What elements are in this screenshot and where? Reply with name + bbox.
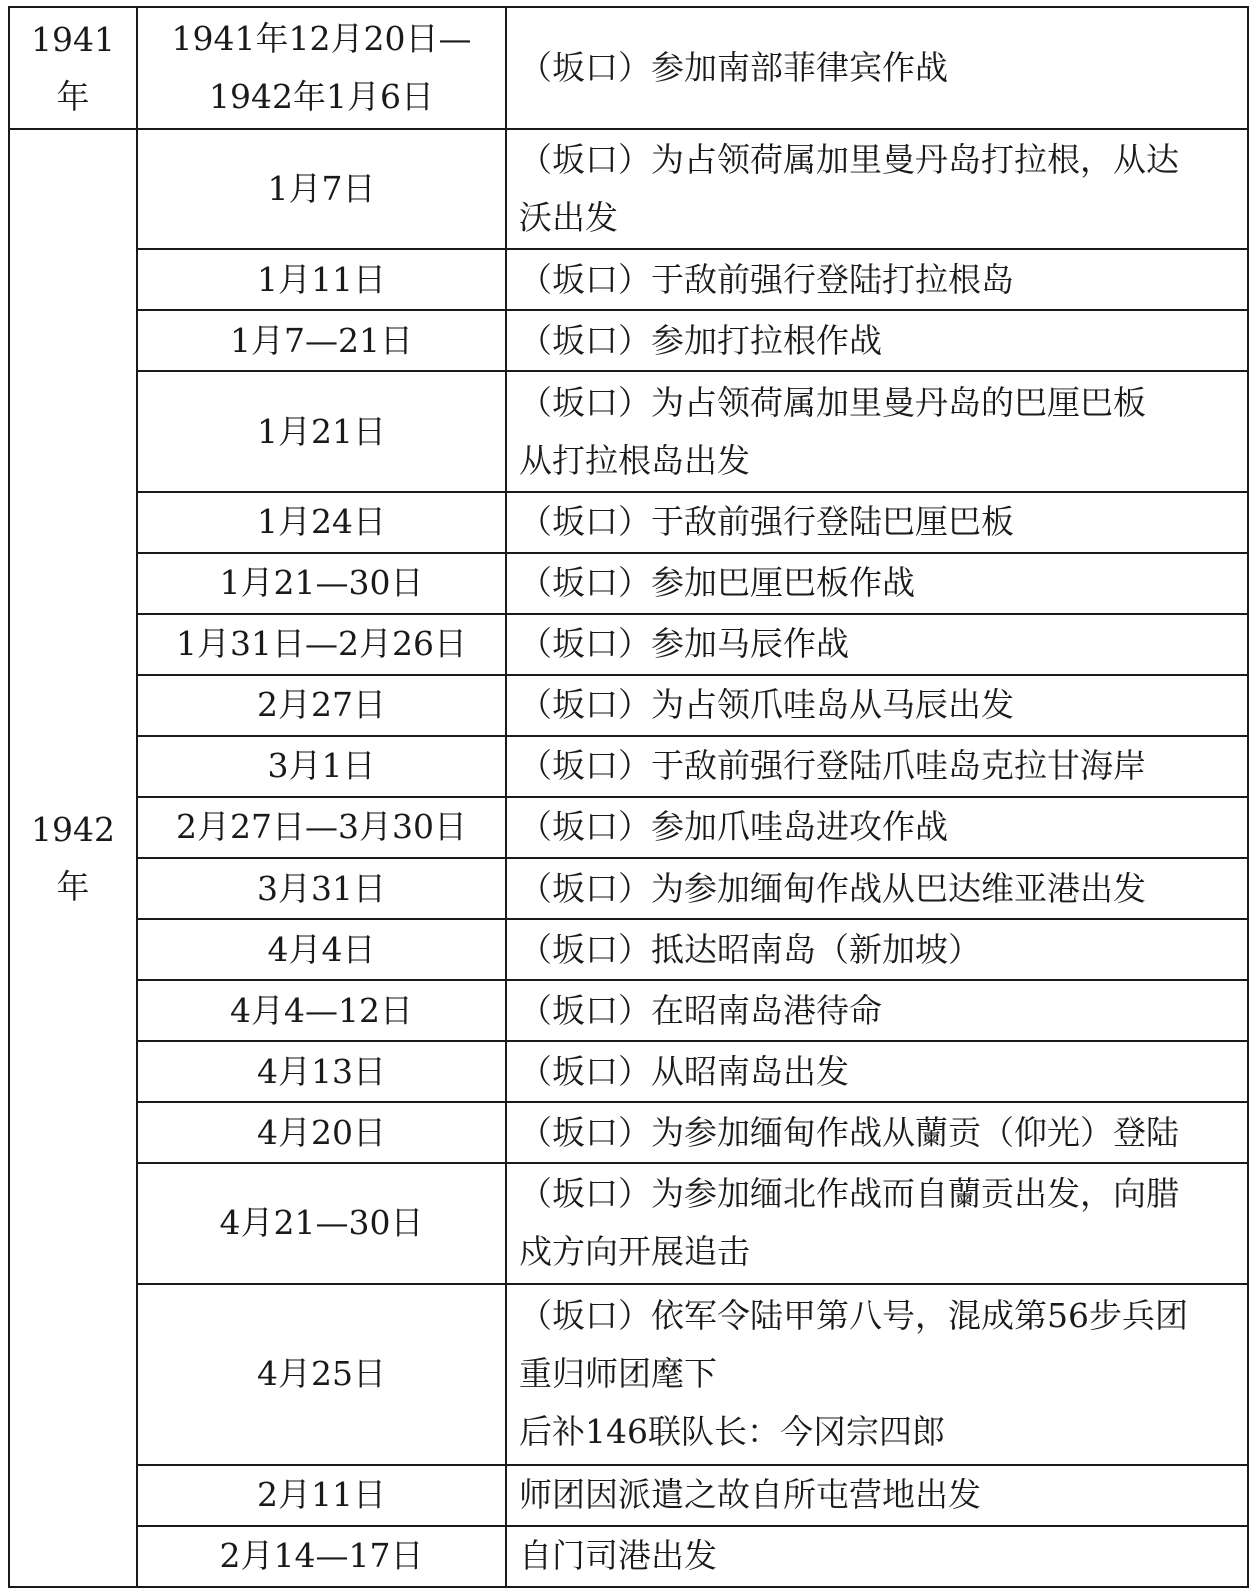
- event-cell: [506, 1465, 1248, 1526]
- table-row: [9, 614, 1248, 675]
- event-line: （坂口）于敌前强行登陆巴厘巴板: [519, 502, 1014, 542]
- event-line: 师团因派遣之故自所屯营地出发: [519, 1475, 981, 1515]
- date-cell: [137, 492, 506, 553]
- date-cell: [137, 1102, 506, 1163]
- year-cell: [9, 129, 137, 1587]
- date-cell: [137, 1284, 506, 1465]
- event-cell: [506, 736, 1248, 797]
- event-line: （坂口）从昭南岛出发: [519, 1051, 849, 1091]
- table-row: [9, 1041, 1248, 1102]
- event-line: 戍方向开展追击: [519, 1232, 750, 1272]
- date-line: 1月7日: [267, 169, 376, 209]
- table-row: [9, 129, 1248, 249]
- event-line: （坂口）为占领荷属加里曼丹岛打拉根，从达: [519, 140, 1179, 180]
- event-line: （坂口）在昭南岛港待命: [519, 990, 882, 1030]
- event-cell: [506, 675, 1248, 736]
- event-line: 重归师团麾下: [519, 1354, 717, 1394]
- date-line: 4月21—30日: [219, 1203, 424, 1243]
- table-row: [9, 858, 1248, 919]
- table-row: [9, 553, 1248, 614]
- event-cell: [506, 492, 1248, 553]
- event-line: （坂口）依军令陆甲第八号，混成第56步兵团: [519, 1296, 1188, 1336]
- event-cell: [506, 980, 1248, 1041]
- date-line: 4月4—12日: [230, 990, 413, 1030]
- event-line: （坂口）为占领爪哇岛从马辰出发: [519, 685, 1014, 725]
- date-line: 4月13日: [257, 1051, 386, 1091]
- date-line: 4月25日: [257, 1354, 386, 1394]
- table-row: [9, 980, 1248, 1041]
- date-cell: [137, 797, 506, 858]
- date-cell: [137, 919, 506, 980]
- date-line: 1月21日: [257, 411, 386, 451]
- date-cell: [137, 249, 506, 310]
- event-line: 从打拉根岛出发: [519, 440, 750, 480]
- date-line: 3月31日: [257, 868, 386, 908]
- event-cell: [506, 919, 1248, 980]
- date-cell: [137, 1465, 506, 1526]
- date-cell: [137, 129, 506, 249]
- date-cell: [137, 614, 506, 675]
- table-row: [9, 1284, 1248, 1465]
- year-suffix: 年: [56, 867, 90, 907]
- event-cell: [506, 129, 1248, 249]
- date-cell: [137, 1526, 506, 1587]
- date-line: 2月27日—3月30日: [176, 807, 467, 847]
- table-row: [9, 797, 1248, 858]
- date-line: 1月21—30日: [219, 563, 424, 603]
- date-line: 3月1日: [267, 746, 376, 786]
- event-cell: [506, 1102, 1248, 1163]
- event-line: （坂口）于敌前强行登陆爪哇岛克拉甘海岸: [519, 746, 1146, 786]
- table-row: [9, 1465, 1248, 1526]
- table-row: [9, 1526, 1248, 1587]
- event-line: （坂口）为参加缅北作战而自蘭贡出发，向腊: [519, 1174, 1179, 1214]
- year-number: 1941: [31, 20, 115, 60]
- event-line: 沃出发: [519, 198, 618, 238]
- event-line: （坂口）于敌前强行登陆打拉根岛: [519, 259, 1014, 299]
- date-line: 4月4日: [267, 929, 376, 969]
- event-line: 自门司港出发: [519, 1536, 717, 1576]
- date-cell: [137, 310, 506, 371]
- event-cell: [506, 1163, 1248, 1283]
- date-line: 1月7—21日: [230, 320, 413, 360]
- event-cell: [506, 858, 1248, 919]
- table-row: [9, 675, 1248, 736]
- date-cell: [137, 980, 506, 1041]
- date-cell: [137, 1163, 506, 1283]
- event-line: （坂口）参加南部菲律宾作战: [519, 48, 948, 88]
- date-line: 1月31日—2月26日: [176, 624, 467, 664]
- date-line: 1月11日: [257, 259, 386, 299]
- event-cell: [506, 7, 1248, 129]
- table-row: [9, 310, 1248, 371]
- event-cell: [506, 553, 1248, 614]
- event-cell: [506, 371, 1248, 491]
- table-row: [9, 1163, 1248, 1283]
- date-cell: [137, 858, 506, 919]
- date-cell: [137, 1041, 506, 1102]
- date-line: 1月24日: [257, 502, 386, 542]
- event-line: 后补146联队长：今冈宗四郎: [519, 1412, 945, 1452]
- date-line: 1942年1月6日: [209, 77, 434, 117]
- event-cell: [506, 614, 1248, 675]
- date-line: 2月27日: [257, 685, 386, 725]
- event-cell: [506, 1526, 1248, 1587]
- year-number: 1942: [31, 810, 115, 850]
- event-line: （坂口）参加巴厘巴板作战: [519, 563, 915, 603]
- date-cell: [137, 7, 506, 129]
- event-line: （坂口）参加马辰作战: [519, 624, 849, 664]
- event-cell: [506, 310, 1248, 371]
- event-line: （坂口）参加打拉根作战: [519, 320, 882, 360]
- table-row: [9, 492, 1248, 553]
- date-cell: [137, 553, 506, 614]
- date-cell: [137, 736, 506, 797]
- chronology-table: [8, 6, 1249, 1588]
- event-line: （坂口）为参加缅甸作战从蘭贡（仰光）登陆: [519, 1112, 1179, 1152]
- event-cell: [506, 1041, 1248, 1102]
- table-row: [9, 371, 1248, 491]
- event-line: （坂口）参加爪哇岛进攻作战: [519, 807, 948, 847]
- date-line: 2月14—17日: [219, 1536, 424, 1576]
- date-cell: [137, 675, 506, 736]
- table-row: [9, 249, 1248, 310]
- date-cell: [137, 371, 506, 491]
- date-line: 4月20日: [257, 1112, 386, 1152]
- event-line: （坂口）为占领荷属加里曼丹岛的巴厘巴板: [519, 382, 1146, 422]
- date-line: 2月11日: [257, 1475, 386, 1515]
- event-line: （坂口）抵达昭南岛（新加坡）: [519, 929, 981, 969]
- event-line: （坂口）为参加缅甸作战从巴达维亚港出发: [519, 868, 1146, 908]
- event-cell: [506, 1284, 1248, 1465]
- year-cell: [9, 7, 137, 129]
- table-row: [9, 1102, 1248, 1163]
- table-row: [9, 736, 1248, 797]
- table-row: [9, 919, 1248, 980]
- table-row: [9, 7, 1248, 129]
- year-suffix: 年: [56, 77, 90, 117]
- event-cell: [506, 797, 1248, 858]
- date-line: 1941年12月20日—: [171, 19, 472, 59]
- event-cell: [506, 249, 1248, 310]
